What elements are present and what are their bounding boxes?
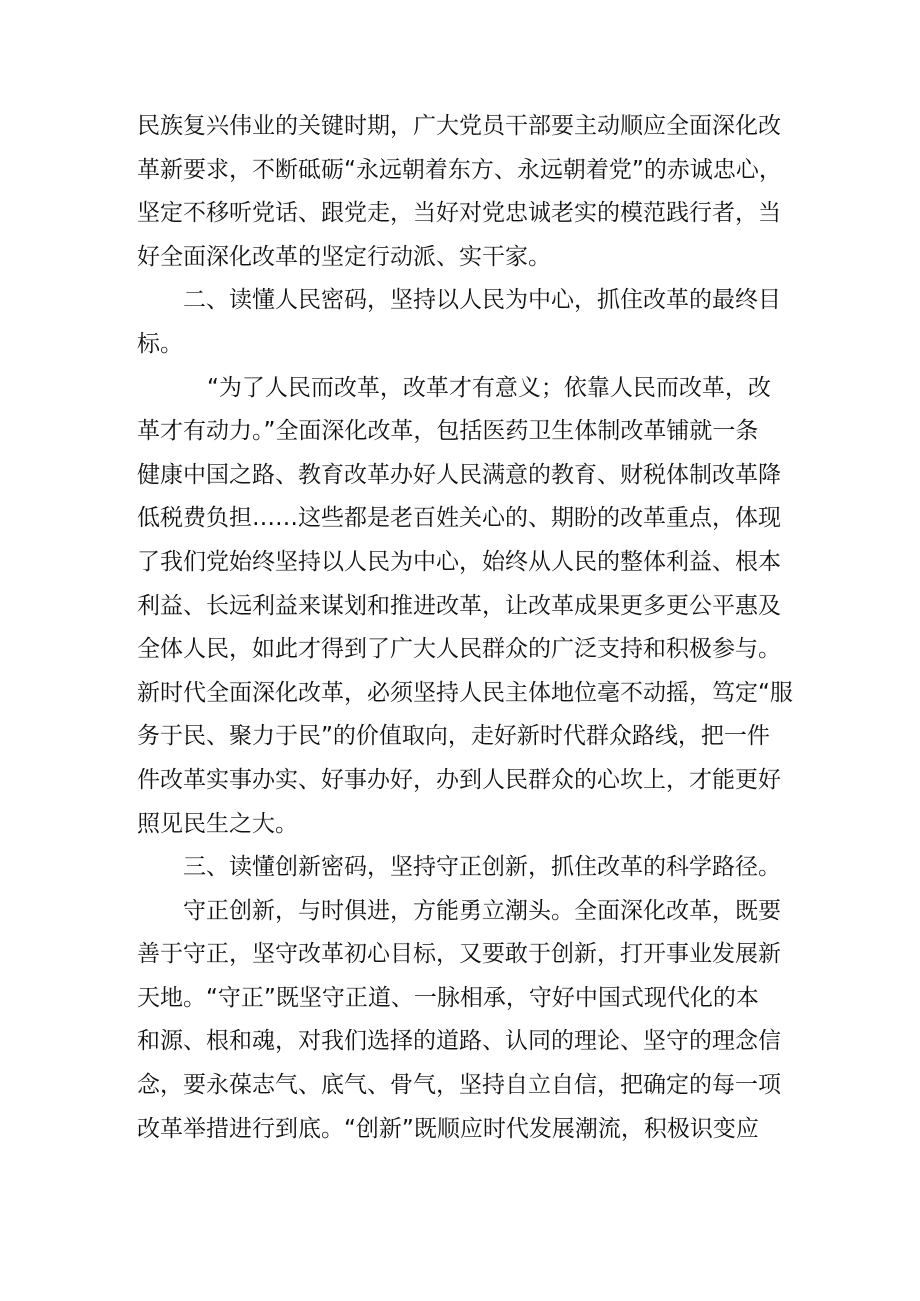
- section-heading-2: 二、读懂人民密码，坚持以人民为中心，抓住改革的最终目: [183, 287, 781, 314]
- section-heading-3: 三、读懂创新密码，坚持守正创新，抓住改革的科学路径。: [183, 854, 781, 881]
- text-line: 坚定不移听党话、跟党走，当好对党忠诚老实的模范践行者，当: [137, 200, 781, 227]
- text-line: 利益、长远利益来谋划和推进改革，让改革成果更多更公平惠及: [137, 592, 781, 619]
- text-line: 好全面深化改革的坚定行动派、实干家。: [137, 243, 551, 270]
- text-line: 改革举措进行到底。“创新”既顺应时代发展潮流，积极识变应: [137, 1115, 759, 1142]
- text-line: 全体人民，如此才得到了广大人民群众的广泛支持和积极参与。: [137, 636, 781, 663]
- text-line: 健康中国之路、教育改革办好人民满意的教育、财税体制改革降: [137, 461, 781, 488]
- text-line: 天地。“守正”既坚守正道、一脉相承，守好中国式现代化的本: [137, 984, 759, 1011]
- text-line: 新时代全面深化改革，必须坚持人民主体地位毫不动摇，笃定“服: [137, 679, 793, 706]
- text-line: 善于守正，坚守改革初心目标，又要敢于创新，打开事业发展新: [137, 941, 781, 968]
- text-line: 照见民生之大。: [137, 810, 298, 837]
- text-line: 件改革实事办实、好事办好，办到人民群众的心坎上，才能更好: [137, 766, 781, 793]
- text-line: 革才有动力。”全面深化改革，包括医药卫生体制改革铺就一条: [137, 418, 759, 445]
- section-heading-2-cont: 标。: [137, 330, 183, 357]
- text-line: 念，要永葆志气、底气、骨气，坚持自立自信，把确定的每一项: [137, 1072, 781, 1099]
- text-line: 务于民、聚力于民”的价值取向，走好新时代群众路线，把一件: [137, 723, 770, 750]
- text-line: 和源、根和魂，对我们选择的道路、认同的理论、坚守的理念信: [137, 1028, 781, 1055]
- text-line: 低税费负担……这些都是老百姓关心的、期盼的改革重点，体现: [137, 505, 781, 532]
- text-line: 守正创新，与时俱进，方能勇立潮头。全面深化改革，既要: [183, 897, 781, 924]
- text-line: “为了人民而改革，改革才有意义；依靠人民而改革，改: [207, 374, 771, 401]
- text-line: 民族复兴伟业的关键时期，广大党员干部要主动顺应全面深化改: [137, 113, 781, 139]
- text-line: 了我们党始终坚持以人民为中心，始终从人民的整体利益、根本: [137, 548, 781, 575]
- text-line: 革新要求，不断砥砺“永远朝着东方、永远朝着党”的赤诚忠心，: [137, 156, 782, 183]
- body-text: [137, 105, 797, 1151]
